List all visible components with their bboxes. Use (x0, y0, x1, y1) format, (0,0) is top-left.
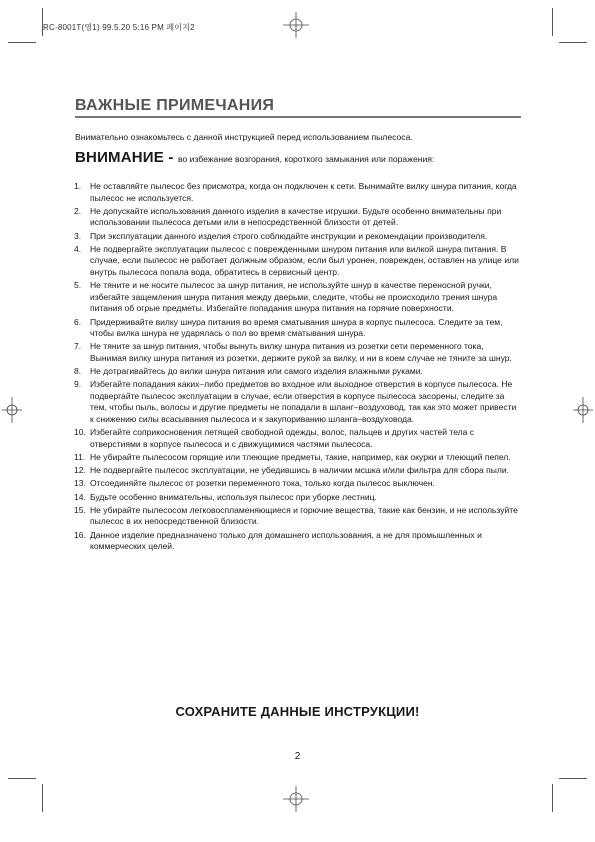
crop-mark-top-left-vertical (42, 8, 43, 36)
item-text: Придерживайте вилку шнура питания во время сматывания шнура в корпус пылесоса. Следите за тем, чтобы вилка шнура не ударялась о пол во время сматывания шнура. (90, 316, 503, 339)
print-header: RC-8001T(영1) 99.5.20 5:16 PM 페이지2 (43, 23, 195, 32)
item-text: Не убирайте пылесосом легковоспламеняющиеся и горючие вещества, такие как бензин, и не используйте пылесос в их непосредственной близости. (90, 504, 518, 527)
item-number: 15. (74, 504, 86, 515)
crop-mark-top-right-horizontal (559, 42, 587, 43)
item-number: 1. (74, 181, 82, 191)
crop-mark-bottom-left-vertical (42, 784, 43, 812)
list-item (74, 465, 522, 477)
item-number: 3. (74, 230, 82, 241)
list-item (74, 231, 522, 243)
item-text: Не подвергайте пылесос эксплуатации, не убедившись в наличии мсшка и/или фильтра для сбора пыли. (90, 465, 510, 476)
crop-mark-bottom-right-horizontal (559, 778, 587, 779)
page-title: ВАЖНЫЕ ПРИМЕЧАНИЯ (75, 97, 275, 114)
list-item (74, 280, 522, 315)
safety-list (74, 181, 522, 554)
item-number: 5. (74, 280, 82, 291)
list-item (74, 317, 522, 340)
list-item (74, 427, 522, 450)
item-text: Не допускайте использования данного изделия в качестве игрушки. Будьте особенно внимательны при использовании пылесоса детьми или в непосредственной близости от детей. (90, 205, 502, 228)
item-number: 4. (74, 243, 82, 254)
list-item (74, 505, 522, 528)
warning-text: во избежание возгорания, короткого замыкания или поражения: (178, 154, 435, 164)
item-number: 11. (74, 452, 86, 462)
item-number: 8. (74, 366, 82, 377)
item-text: Не дотрагивайтесь до вилки шнура питания или самого изделия влажными руками. (90, 366, 423, 377)
list-item (74, 244, 522, 279)
item-number: 12. (74, 465, 86, 476)
crop-mark-top-right-vertical (552, 8, 553, 36)
item-text: Будьте особенно внимательны, используя пылесос при уборке лестниц. (90, 491, 377, 502)
registration-mark-top-icon (283, 12, 309, 38)
item-number: 10. (74, 427, 86, 438)
item-text: Не оставляйте пылесос без присмотра, когда он подключен к сети. Вынимайте вилку шнура питания, когда пылесос не используется. (90, 181, 517, 203)
item-text: Избегайте попадания каких–либо предметов во входное или выходное отверстия в корпусе пылесоса. Не подвергайте пылесос эксплуатации в случае, если отверстия в корпусе пылесоса засорены, следите за тем, чтобы пыль, волосы и другие предметы не попадали в шланг–воздуховод, так как это может привести к снижению силы всасывания пылесоса и к закупориванию шланга–воздуховода. (90, 379, 517, 425)
warning-line (75, 149, 525, 167)
item-number: 13. (74, 478, 86, 489)
item-text: Избегайте соприкосновения летящей свободной одежды, волос, пальцев и других частей тела с отверстиями в корпусе пылесоса и с движущимися частями пылесоса. (90, 427, 475, 449)
page-number: 2 (294, 751, 301, 762)
item-number: 16. (74, 529, 86, 540)
list-item (74, 478, 522, 490)
list-item (74, 530, 522, 553)
list-item (74, 181, 522, 204)
list-item (74, 452, 522, 464)
item-text: Данное изделие предназначено только для домашнего использования, а не для промышленных и коммерческих целей. (90, 529, 482, 552)
warning-heading: ВНИМАНИЕ - (75, 149, 174, 166)
registration-mark-left-icon (2, 397, 22, 423)
item-text: Не тяните и не носите пылесос за шнур питания, не используйте шнур в качестве переносной ручки, избегайте защемления шнура питания между дверьми, следите, чтобы не происходило трения шнура питания об огрые предметы. Избегайте попадания шнура питания на горячие поверхности. (90, 280, 498, 314)
item-number: 9. (74, 379, 82, 390)
item-number: 7. (74, 341, 82, 352)
list-item (74, 341, 522, 364)
title-divider (75, 116, 521, 118)
item-text: Не тяните за шнур питания, чтобы вынуть вилку шнура питания из розетки сети переменного тока, Вынимая вилку шнура питания из розетки, держите рукой за вилку, и ни в коем случае не тяните за шнур. (90, 341, 512, 363)
item-text: Не подвергайте эксплуатации пылесос с поврежденными шнуром питания или вилкой шнура питания. В случае, если пылесос не работает должным образом, если был уронен, поврежден, оставлен на улице или внутрь пылесоса попала вода, обратитесь в сервисный центр. (90, 243, 519, 277)
list-item (74, 492, 522, 504)
list-item (74, 366, 522, 378)
item-text: Не убирайте пылесосом горящие или тлеющие предметы, такие, например, как окурки и тлеющий пепел. (90, 452, 511, 462)
list-item (74, 206, 522, 229)
item-number: 14. (74, 491, 86, 502)
item-text: Отсоединяйте пылесос от розетки переменного тока, только когда пылесос выключен. (90, 478, 435, 489)
item-number: 2. (74, 205, 82, 216)
crop-mark-top-left-horizontal (8, 42, 36, 43)
crop-mark-bottom-right-vertical (552, 784, 553, 812)
item-text: При эксплуатации данного изделия строго соблюдайте инструкции и рекомендации производителя. (90, 230, 488, 241)
crop-mark-bottom-left-horizontal (8, 778, 36, 779)
registration-mark-right-icon (573, 397, 593, 423)
item-number: 6. (74, 316, 82, 327)
intro-text: Внимательно ознакомьтесь с данной инструкцией перед использованием пылесоса. (75, 132, 413, 142)
save-instructions-notice: СОХРАНИТЕ ДАННЫЕ ИНСТРУКЦИИ! (175, 704, 420, 719)
list-item (74, 379, 522, 425)
registration-mark-bottom-icon (283, 786, 309, 812)
